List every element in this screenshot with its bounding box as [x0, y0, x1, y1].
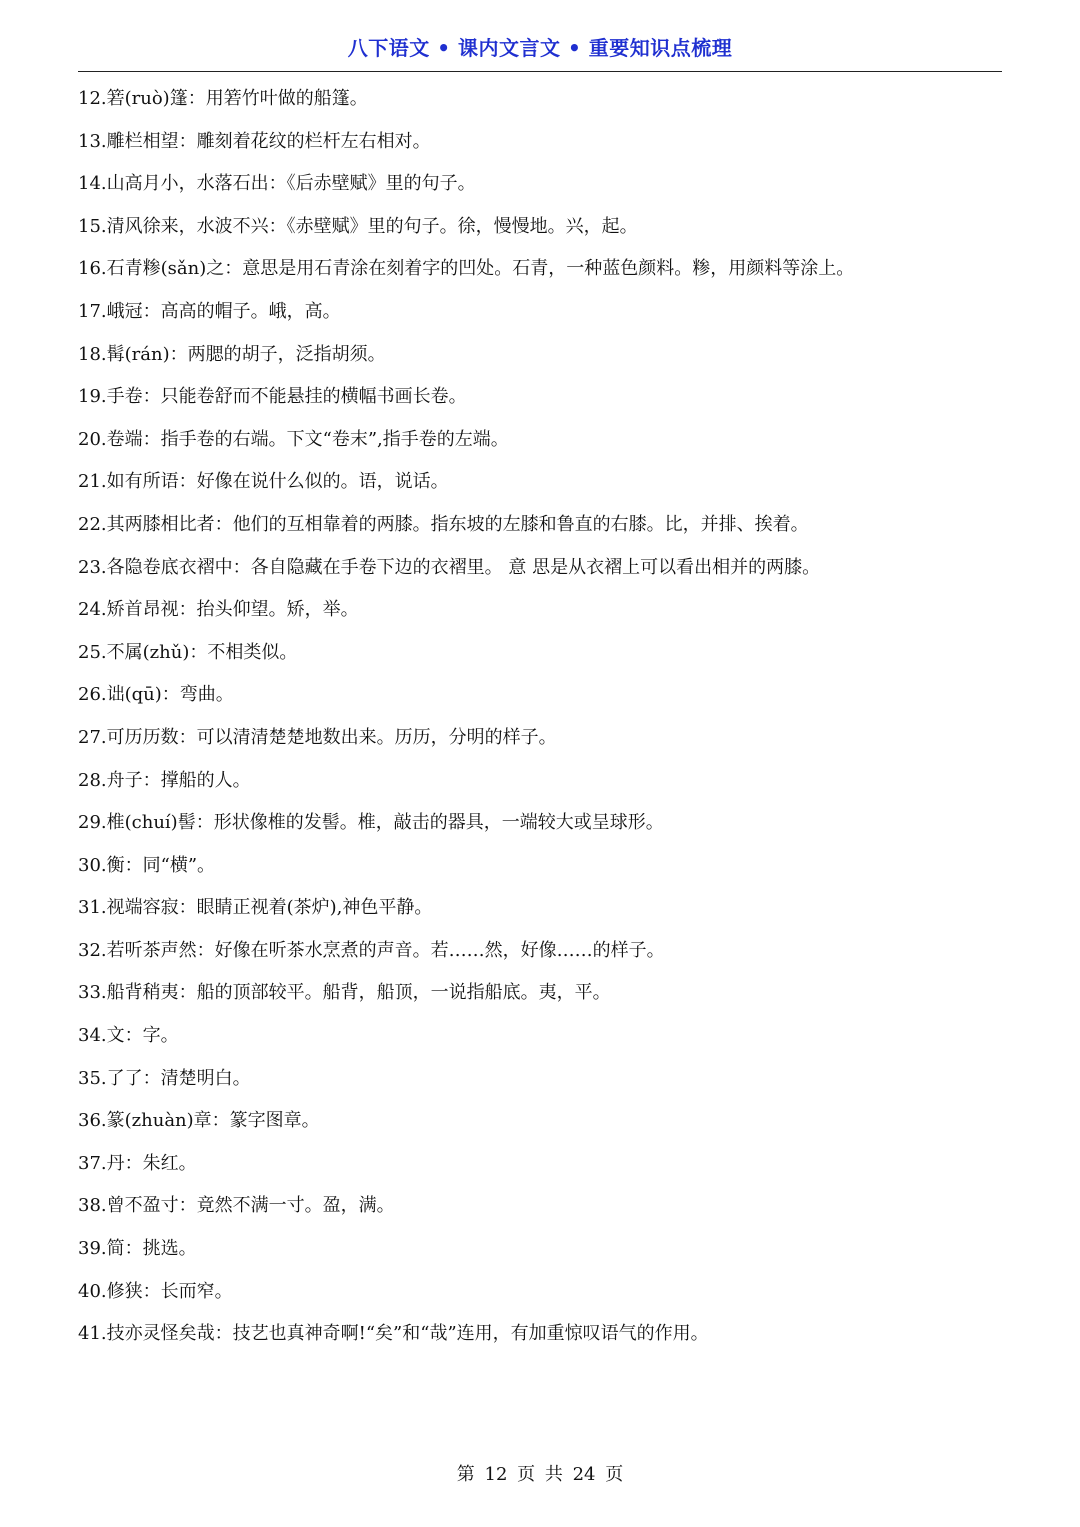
- header-title: 八下语文 • 课内文言文 • 重要知识点梳理: [347, 36, 733, 60]
- list-item: 13.雕栏相望：雕刻着花纹的栏杆左右相对。: [78, 130, 431, 152]
- page-number: 第 12 页 共 24 页: [456, 1464, 624, 1485]
- list-item: 32.若听茶声然：好像在听茶水烹煮的声音。若……然，好像……的样子。: [78, 939, 665, 961]
- list-item: 38.曾不盈寸：竟然不满一寸。盈，满。: [78, 1195, 395, 1217]
- list-item: 40.修狭：长而窄。: [78, 1280, 233, 1302]
- list-item: 41.技亦灵怪矣哉：技艺也真神奇啊!“矣”和“哉”连用，有加重惊叹语气的作用。: [78, 1323, 709, 1345]
- list-item: 36.篆(zhuàn)章：篆字图章。: [78, 1110, 320, 1132]
- list-item: 21.如有所语：好像在说什么似的。语，说话。: [78, 471, 449, 493]
- list-item: 12.箬(ruò)篷：用箬竹叶做的船篷。: [78, 88, 368, 109]
- list-item: 37.丹：朱红。: [78, 1152, 197, 1174]
- list-item: 14.山高月小，水落石出：《后赤壁赋》里的句子。: [78, 173, 476, 195]
- list-item: 25.不属(zhǔ)：不相类似。: [78, 641, 298, 663]
- list-item: 26.诎(qū)：弯曲。: [78, 684, 234, 706]
- list-item: 30.衡：同“横”。: [78, 854, 216, 876]
- list-item: 22.其两膝相比者：他们的互相靠着的两膝。指东坡的左膝和鲁直的右膝。比，并排、挨着。: [78, 513, 809, 535]
- list-item: 29.椎(chuí)髻：形状像椎的发髻。椎，敲击的器具，一端较大或呈球形。: [78, 812, 664, 834]
- list-item: 18.髯(rán)：两腮的胡子，泛指胡须。: [78, 343, 386, 365]
- list-item: 33.船背稍夷：船的顶部较平。船背，船顶，一说指船底。夷，平。: [78, 982, 611, 1004]
- list-item: 34.文：字。: [78, 1025, 179, 1047]
- list-item: 19.手卷：只能卷舒而不能悬挂的横幅书画长卷。: [78, 386, 467, 408]
- list-item: 16.石青糁(sǎn)之：意思是用石青涂在刻着字的凹处。石青，一种蓝色颜料。糁，用颜料等涂上。: [78, 258, 855, 280]
- list-item: 20.卷端：指手卷的右端。下文“卷末”,指手卷的左端。: [78, 428, 509, 450]
- list-item: 23.各隐卷底衣褶中：各自隐藏在手卷下边的衣褶里。 意 思是从衣褶上可以看出相并的两膝。: [78, 556, 821, 578]
- list-item: 24.矫首昂视：抬头仰望。矫，举。: [78, 599, 359, 621]
- list-item: 35.了了：清楚明白。: [78, 1067, 251, 1089]
- list-item: 28.舟子：撑船的人。: [78, 769, 251, 791]
- list-item: 39.简：挑选。: [78, 1238, 197, 1260]
- list-item: 27.可历历数：可以清清楚楚地数出来。历历，分明的样子。: [78, 726, 557, 748]
- list-item: 15.清风徐来，水波不兴：《赤壁赋》里的句子。徐，慢慢地。兴，起。: [78, 215, 638, 237]
- list-item: 31.视端容寂：眼睛正视着(茶炉),神色平静。: [78, 897, 433, 919]
- annotation-list: [78, 78, 1018, 1356]
- list-item: 17.峨冠：高高的帽子。峨，高。: [78, 300, 341, 322]
- page-header: [78, 28, 1002, 72]
